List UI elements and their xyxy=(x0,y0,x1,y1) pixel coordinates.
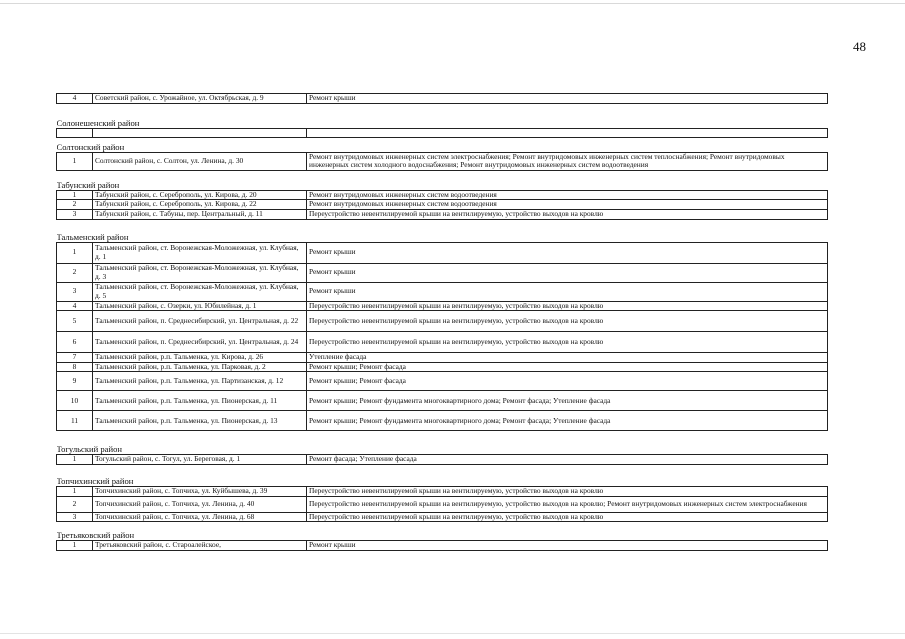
scan-edge-top xyxy=(0,3,905,4)
row-number: 5 xyxy=(57,311,93,332)
works-cell: Переустройство невентилируемой крыши на вентилируемую, устройство выходов на кровлю xyxy=(307,512,828,522)
region-header-row xyxy=(57,103,828,128)
address-cell: Советский район, с. Урожайное, ул. Октябрьская, д. 9 xyxy=(93,94,307,104)
row-number: 4 xyxy=(57,94,93,104)
table-row xyxy=(57,353,828,363)
row-number xyxy=(57,128,93,137)
region-header-row xyxy=(57,522,828,541)
row-number: 1 xyxy=(57,541,93,551)
row-number: 11 xyxy=(57,411,93,431)
table-row xyxy=(57,200,828,210)
address-cell: Тогульский район, с. Тогул, ул. Береговая, д. 1 xyxy=(93,455,307,465)
row-number: 3 xyxy=(57,282,93,301)
address-cell: Третьяковский район, с. Староалейское, xyxy=(93,541,307,551)
works-cell: Ремонт крыши; Ремонт фундамента многоквартирного дома; Ремонт фасада; Утепление фасада xyxy=(307,411,828,431)
region-name: Табунский район xyxy=(57,170,828,190)
row-number: 2 xyxy=(57,263,93,282)
address-cell: Топчихинский район, с. Топчиха, ул. Ленина, д. 68 xyxy=(93,512,307,522)
works-cell: Ремонт фасада; Утепление фасада xyxy=(307,455,828,465)
row-number: 1 xyxy=(57,455,93,465)
address-cell: Тальменский район, р.п. Тальменка, ул. Парковая, д. 2 xyxy=(93,362,307,372)
works-cell: Утепление фасада xyxy=(307,353,828,363)
region-header-row xyxy=(57,431,828,455)
table-row xyxy=(57,94,828,104)
address-cell: Тальменский район, р.п. Тальменка, ул. Партизанская, д. 12 xyxy=(93,372,307,391)
table-row xyxy=(57,512,828,522)
row-number: 1 xyxy=(57,152,93,170)
address-cell: Тальменский район, р.п. Тальменка, ул. Пионерская, д. 11 xyxy=(93,391,307,411)
table-row xyxy=(57,455,828,465)
address-cell: Тальменский район, ст. Воронежская-Моложежная, ул. Клубная, д. 1 xyxy=(93,242,307,263)
region-name: Тогульский район xyxy=(57,431,828,455)
table-row xyxy=(57,301,828,311)
region-header-row xyxy=(57,464,828,486)
works-cell: Ремонт крыши xyxy=(307,94,828,104)
table-row xyxy=(57,152,828,170)
address-cell: Топчихинский район, с. Топчиха, ул. Ленина, д. 40 xyxy=(93,496,307,512)
table-row xyxy=(57,391,828,411)
address-cell: Табунский район, с. Сереброполь, ул. Кирова, д. 22 xyxy=(93,200,307,210)
row-number: 4 xyxy=(57,301,93,311)
works-cell: Ремонт внутридомовых инженерных систем электроснабжения; Ремонт внутридомовых инженерных систем теплоснабжения; Ремонт внутридомовых инженерных систем холодного водоснабжения; Ремонт внутридомовых инженерных систем водоотведения xyxy=(307,152,828,170)
table-row xyxy=(57,486,828,496)
address-cell: Тальменский район, ст. Воронежская-Моложежная, ул. Клубная, д. 5 xyxy=(93,282,307,301)
works-cell: Ремонт внутридомовых инженерных систем водоотведения xyxy=(307,190,828,200)
table-row xyxy=(57,311,828,332)
address-cell xyxy=(93,128,307,137)
address-cell: Тальменский район, р.п. Тальменка, ул. Пионерская, д. 13 xyxy=(93,411,307,431)
table-row xyxy=(57,332,828,353)
table-row xyxy=(57,362,828,372)
address-cell: Тальменский район, п. Среднесибирский, ул. Центральная, д. 24 xyxy=(93,332,307,353)
row-number: 8 xyxy=(57,362,93,372)
row-number: 1 xyxy=(57,486,93,496)
region-header-row xyxy=(57,219,828,242)
row-number: 3 xyxy=(57,512,93,522)
works-cell: Ремонт крыши; Ремонт фундамента многоквартирного дома; Ремонт фасада; Утепление фасада xyxy=(307,391,828,411)
region-header-row xyxy=(57,170,828,190)
table-row xyxy=(57,282,828,301)
table-row xyxy=(57,496,828,512)
works-cell: Переустройство невентилируемой крыши на вентилируемую, устройство выходов на кровлю xyxy=(307,311,828,332)
works-cell: Ремонт крыши xyxy=(307,541,828,551)
table-row xyxy=(57,541,828,551)
row-number: 7 xyxy=(57,353,93,363)
row-number: 1 xyxy=(57,242,93,263)
address-cell: Табунский район, с. Сереброполь, ул. Кирова, д. 20 xyxy=(93,190,307,200)
table-row xyxy=(57,372,828,391)
row-number: 1 xyxy=(57,190,93,200)
address-cell: Тальменский район, п. Среднесибирский, ул. Центральная, д. 22 xyxy=(93,311,307,332)
page-number: 48 xyxy=(853,39,866,54)
row-number: 2 xyxy=(57,496,93,512)
works-cell: Ремонт крыши xyxy=(307,242,828,263)
table-row xyxy=(57,128,828,137)
address-cell: Топчихинский район, с. Топчиха, ул. Куйбышева, д. 39 xyxy=(93,486,307,496)
region-name: Солтонский район xyxy=(57,137,828,152)
region-name: Солонешенский район xyxy=(57,103,828,128)
works-cell: Переустройство невентилируемой крыши на вентилируемую, устройство выходов на кровлю xyxy=(307,209,828,219)
row-number: 9 xyxy=(57,372,93,391)
works-cell: Ремонт крыши; Ремонт фасада xyxy=(307,372,828,391)
works-cell xyxy=(307,128,828,137)
works-cell: Ремонт крыши; Ремонт фасада xyxy=(307,362,828,372)
works-cell: Переустройство невентилируемой крыши на вентилируемую, устройство выходов на кровлю xyxy=(307,486,828,496)
region-name: Топчихинский район xyxy=(57,464,828,486)
works-cell: Переустройство невентилируемой крыши на вентилируемую, устройство выходов на кровлю xyxy=(307,301,828,311)
row-number: 6 xyxy=(57,332,93,353)
table-row xyxy=(57,242,828,263)
region-name: Третьяковский район xyxy=(57,522,828,541)
address-cell: Тальменский район, ст. Воронежская-Моложежная, ул. Клубная, д. 3 xyxy=(93,263,307,282)
works-cell: Ремонт крыши xyxy=(307,282,828,301)
table-row xyxy=(57,190,828,200)
scan-edge-bottom xyxy=(0,633,905,634)
table-row xyxy=(57,411,828,431)
row-number: 10 xyxy=(57,391,93,411)
houses-table xyxy=(56,93,828,551)
works-cell: Ремонт внутридомовых инженерных систем водоотведения xyxy=(307,200,828,210)
address-cell: Табунский район, с. Табуны, пер. Центральный, д. 11 xyxy=(93,209,307,219)
address-cell: Тальменский район, с. Озерки, ул. Юбилейная, д. 1 xyxy=(93,301,307,311)
works-cell: Переустройство невентилируемой крыши на вентилируемую, устройство выходов на кровлю; Ремонт внутридомовых инженерных систем электроснабжения xyxy=(307,496,828,512)
address-cell: Солтонский район, с. Солтон, ул. Ленина, д. 30 xyxy=(93,152,307,170)
row-number: 2 xyxy=(57,200,93,210)
works-cell: Ремонт крыши xyxy=(307,263,828,282)
table-row xyxy=(57,263,828,282)
works-cell: Переустройство невентилируемой крыши на вентилируемую, устройство выходов на кровлю xyxy=(307,332,828,353)
region-name: Тальменский район xyxy=(57,219,828,242)
region-header-row xyxy=(57,137,828,152)
table-row xyxy=(57,209,828,219)
row-number: 3 xyxy=(57,209,93,219)
address-cell: Тальменский район, р.п. Тальменка, ул. Кирова, д. 26 xyxy=(93,353,307,363)
